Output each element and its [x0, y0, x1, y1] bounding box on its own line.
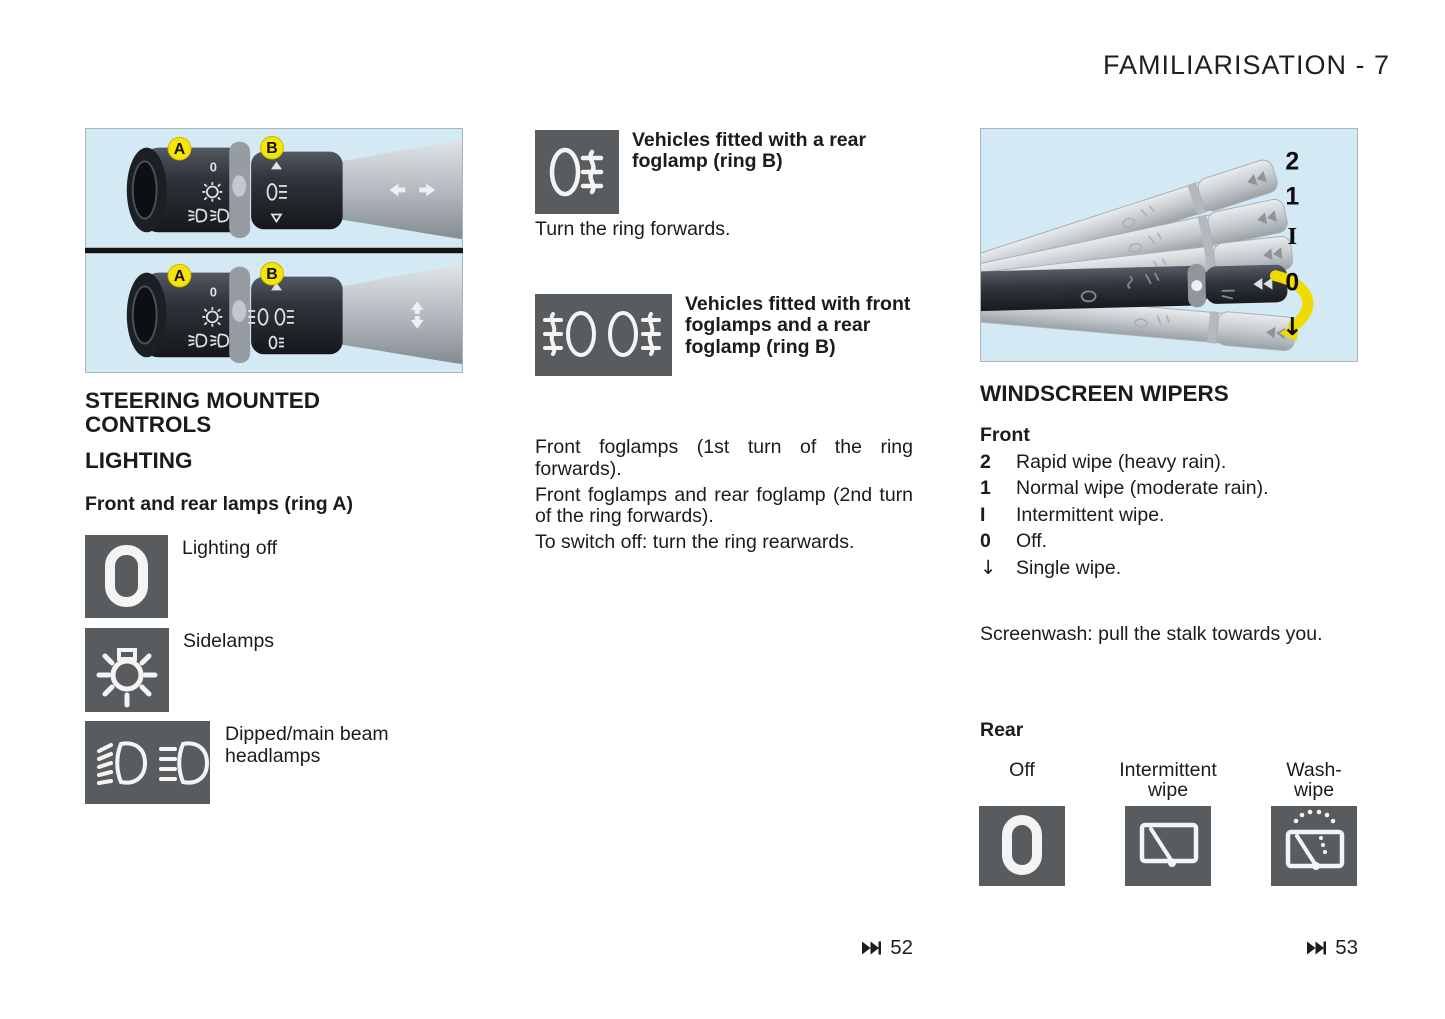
list-marker: 2 [980, 451, 991, 473]
foglamp-paragraph-1: Front foglamps (1st turn of the ring forwards). [535, 436, 913, 480]
list-item [980, 530, 1358, 556]
ring-a-badge [168, 264, 191, 287]
rear-wiper-off-cell [956, 760, 1088, 886]
rear-wiper-table [980, 760, 1358, 900]
rear-wiper-intermittent-label: Intermittent wipe [1119, 759, 1217, 801]
front-rear-foglamp-heading: Vehicles fitted with front foglamps and a rear foglamp (ring B) [685, 293, 911, 358]
lighting-off-icon [85, 535, 168, 618]
steering-controls-heading: STEERING MOUNTED CONTROLS [85, 388, 321, 438]
wiper-stalk-illustration [981, 129, 1357, 361]
screenwash-text: Screenwash: pull the stalk towards you. [980, 623, 1323, 645]
ring-a-title: Front and rear lamps (ring A) [85, 493, 353, 515]
position-label-1: 1 [1285, 183, 1300, 211]
left-page-number: 52 [890, 936, 913, 959]
list-item [980, 504, 1358, 530]
dipped-main-beam-icon [85, 721, 210, 804]
front-wiper-list [980, 451, 1358, 582]
rear-wiper-off-icon [979, 806, 1065, 886]
position-label-I: I [1287, 223, 1298, 250]
list-text: Normal wipe (moderate rain). [1016, 477, 1269, 500]
svg-text:B: B [266, 266, 278, 284]
svg-text:B: B [266, 140, 278, 158]
list-marker: I [980, 503, 986, 526]
right-page-number: 53 [1335, 936, 1358, 959]
foglamp-paragraph-3: To switch off: turn the ring rearwards. [535, 531, 855, 554]
wiper-stalk-photo [980, 128, 1358, 362]
left-page-footer [535, 936, 913, 960]
lighting-stalk-illustration-2 [86, 254, 462, 372]
turn-ring-instruction: Turn the ring forwards. [535, 218, 731, 240]
rear-wiper-wash-wipe-cell [1248, 760, 1380, 886]
sidelamps-icon [85, 628, 169, 712]
sidelamps-row [85, 628, 463, 712]
ring-a-badge [168, 137, 191, 160]
rear-wiper-wash-wipe-icon [1271, 806, 1357, 886]
rear-wiper-off-label: Off [1009, 759, 1035, 781]
foglamp-paragraph-2: Front foglamps and rear foglamp (2nd turn of the ring forwards). [535, 483, 913, 528]
lighting-off-label: Lighting off [182, 537, 278, 559]
list-marker: 0 [980, 529, 991, 552]
headlamps-row [85, 721, 463, 804]
list-item [980, 477, 1358, 503]
rear-wiper-intermittent-icon [1125, 806, 1211, 886]
list-marker: 1 [980, 477, 991, 500]
rear-foglamp-icon [535, 130, 619, 214]
list-text: Intermittent wipe. [1016, 503, 1165, 526]
lighting-stalk-photos [85, 128, 463, 373]
position-label-down-arrow: ↓ [1281, 312, 1303, 342]
rear-foglamp-heading: Vehicles fitted with a rear foglamp (ring B) [632, 129, 867, 173]
front-wipers-title: Front [980, 424, 1030, 446]
next-page-icon [1307, 941, 1326, 955]
down-arrow-marker: ↓ [980, 556, 997, 580]
rear-wiper-wash-wipe-label: Wash-wipe [1286, 759, 1342, 801]
svg-text:A: A [173, 268, 186, 286]
rear-wiper-intermittent-cell [1102, 760, 1234, 886]
ring-a-zero-glyph: 0 [209, 159, 217, 175]
list-item [980, 556, 1358, 582]
list-text: Rapid wipe (heavy rain). [1016, 451, 1227, 473]
page-title: FAMILIARISATION - 7 [1102, 50, 1390, 80]
front-rear-foglamp-block [535, 294, 913, 376]
position-label-0: 0 [1285, 269, 1300, 297]
svg-text:A: A [173, 141, 186, 159]
ring-a-zero-glyph: 0 [209, 284, 217, 300]
next-page-icon [862, 941, 881, 955]
windscreen-wipers-heading: WINDSCREEN WIPERS [980, 381, 1229, 406]
front-rear-foglamps-icon [535, 294, 672, 376]
lighting-off-row [85, 535, 463, 618]
rear-foglamp-block [535, 130, 913, 214]
headlamps-label: Dipped/main beam headlamps [225, 723, 389, 768]
foglamp-paragraphs [535, 437, 913, 558]
list-item [980, 451, 1358, 477]
ring-b-badge [261, 262, 284, 285]
sidelamps-label: Sidelamps [183, 630, 275, 652]
lighting-stalk-photo-bottom [85, 253, 463, 373]
lighting-heading: LIGHTING [85, 448, 193, 473]
lighting-stalk-illustration-1 [86, 129, 462, 247]
ring-b-badge [261, 136, 284, 159]
right-page-footer [980, 936, 1358, 960]
list-text: Off. [1016, 529, 1048, 552]
rear-wiper-title: Rear [980, 719, 1024, 741]
list-text: Single wipe. [1016, 557, 1122, 580]
position-label-2: 2 [1285, 148, 1300, 176]
lighting-stalk-photo-top [85, 128, 463, 248]
